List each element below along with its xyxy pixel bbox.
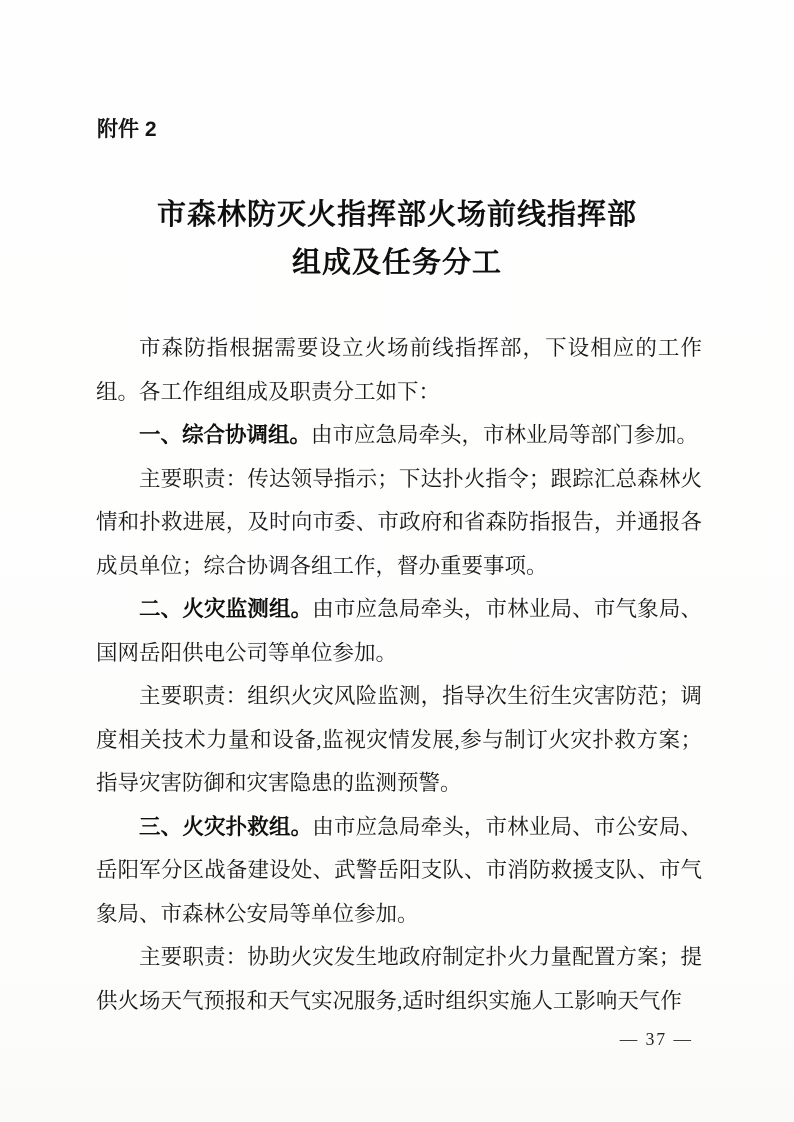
paragraph-group-1-duties [96, 458, 702, 589]
document-title [0, 191, 794, 287]
paragraph-group-3 [96, 806, 702, 937]
paragraph-group-2 [96, 588, 702, 675]
paragraph-intro [96, 327, 702, 414]
paragraph-text: 由市应急局牵头，市林业局、市气象局、国网岳阳供电公司等单位参加。 [96, 597, 702, 665]
document-body [96, 327, 702, 1023]
document-title-line2: 组成及任务分工 [291, 247, 502, 279]
paragraph-group-2-duties [96, 675, 702, 806]
paragraph-lead: 二、火灾监测组。 [139, 597, 313, 621]
paragraph-lead: 三、火灾扑救组。 [139, 814, 313, 839]
page-number: — 37 — [619, 1029, 693, 1049]
paragraph-group-3-duties [96, 936, 702, 1023]
document-title-line1: 市森林防灭火指挥部火场前线指挥部 [156, 199, 637, 231]
attachment-label: 附件 2 [97, 118, 157, 141]
paragraph-text: 主要职责：组织火灾风险监测，指导次生衍生灾害防范；调度相关技术力量和设备,监视灾情发展,参与制订火灾扑救方案；指导灾害防御和灾害隐患的监测预警。 [96, 684, 702, 795]
paragraph-text: 主要职责：传达领导指示；下达扑火指令；跟踪汇总森林火情和扑救进展，及时向市委、市政府和省森防指报告，并通报各成员单位；综合协调各组工作，督办重要事项。 [96, 466, 702, 578]
paragraph-text: 由市应急局牵头，市林业局等部门参加。 [311, 423, 699, 447]
paragraph-text: 主要职责：协助火灾发生地政府制定扑火力量配置方案；提供火场天气预报和天气实况服务,适时组织实施人工影响天气作 [96, 945, 702, 1013]
paragraph-text: 市森防指根据需要设立火场前线指挥部，下设相应的工作组。各工作组组成及职责分工如下： [96, 336, 702, 404]
paragraph-lead: 一、综合协调组。 [139, 423, 312, 447]
paragraph-group-1 [96, 414, 702, 458]
paragraph-text: 由市应急局牵头，市林业局、市公安局、岳阳军分区战备建设处、武警岳阳支队、市消防救援支队、市气象局、市森林公安局等单位参加。 [96, 814, 702, 926]
